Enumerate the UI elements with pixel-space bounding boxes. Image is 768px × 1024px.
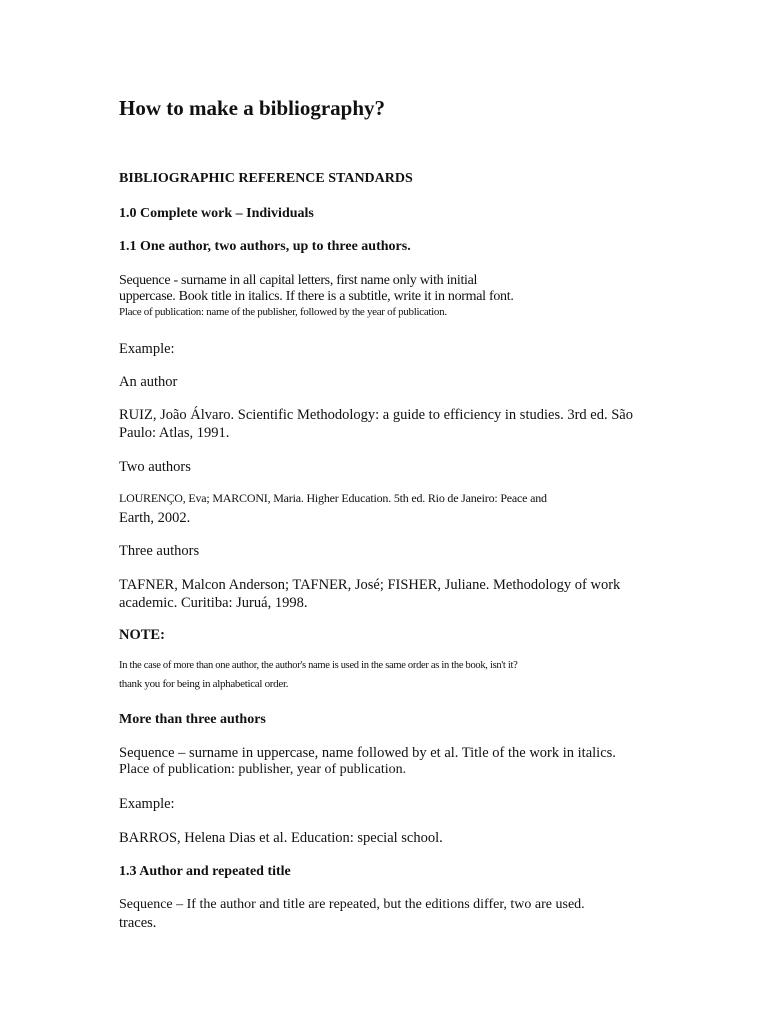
three-authors-label: Three authors [119,543,200,559]
sequence-2-line-1: Sequence – surname in uppercase, name followed by et al. Title of the work in italics. [119,745,616,761]
two-authors-label: Two authors [119,459,191,475]
barros-reference: BARROS, Helena Dias et al. Education: special school. [119,830,443,846]
subsection-heading-1-3: 1.3 Author and repeated title [119,864,291,879]
subsection-heading-1-1: 1.1 One author, two authors, up to three authors. [119,239,411,254]
two-authors-reference-line-2: Earth, 2002. [119,510,191,526]
sequence-1-line-2: uppercase. Book title in italics. If there is a subtitle, write it in normal font. [119,289,514,304]
sequence-3-line-1: Sequence – If the author and title are repeated, but the editions differ, two are used. [119,897,585,912]
note-text-line-2: thank you for being in alphabetical order. [119,678,289,690]
two-authors-reference-line-1: LOURENÇO, Eva; MARCONI, Maria. Higher Education. 5th ed. Rio de Janeiro: Peace and [119,491,547,505]
more-than-three-heading: More than three authors [119,712,266,727]
note-text-line-1: In the case of more than one author, the author's name is used in the same order as in the book, isn't it? [119,660,518,671]
example-label-1: Example: [119,341,175,357]
three-authors-reference-line-1: TAFNER, Malcon Anderson; TAFNER, José; FISHER, Juliane. Methodology of work [119,577,621,593]
three-authors-reference-line-2: academic. Curitiba: Juruá, 1998. [119,595,308,611]
subsection-heading-1-0: 1.0 Complete work – Individuals [119,206,314,221]
sequence-1-line-1: Sequence - surname in all capital letters, first name only with initial [119,273,478,288]
note-heading: NOTE: [119,627,165,643]
sequence-1-line-3: Place of publication: name of the publisher, followed by the year of publication. [119,306,447,318]
example-label-2: Example: [119,796,175,812]
sequence-2-line-2: Place of publication: publisher, year of publication. [119,762,407,777]
page-title: How to make a bibliography? [119,96,386,120]
one-author-label: An author [119,374,178,390]
one-author-reference-line-1: RUIZ, João Álvaro. Scientific Methodology: a guide to efficiency in studies. 3rd ed. São [119,407,633,423]
section-heading: BIBLIOGRAPHIC REFERENCE STANDARDS [119,171,413,186]
one-author-reference-line-2: Paulo: Atlas, 1991. [119,425,230,441]
sequence-3-line-2: traces. [119,915,157,931]
